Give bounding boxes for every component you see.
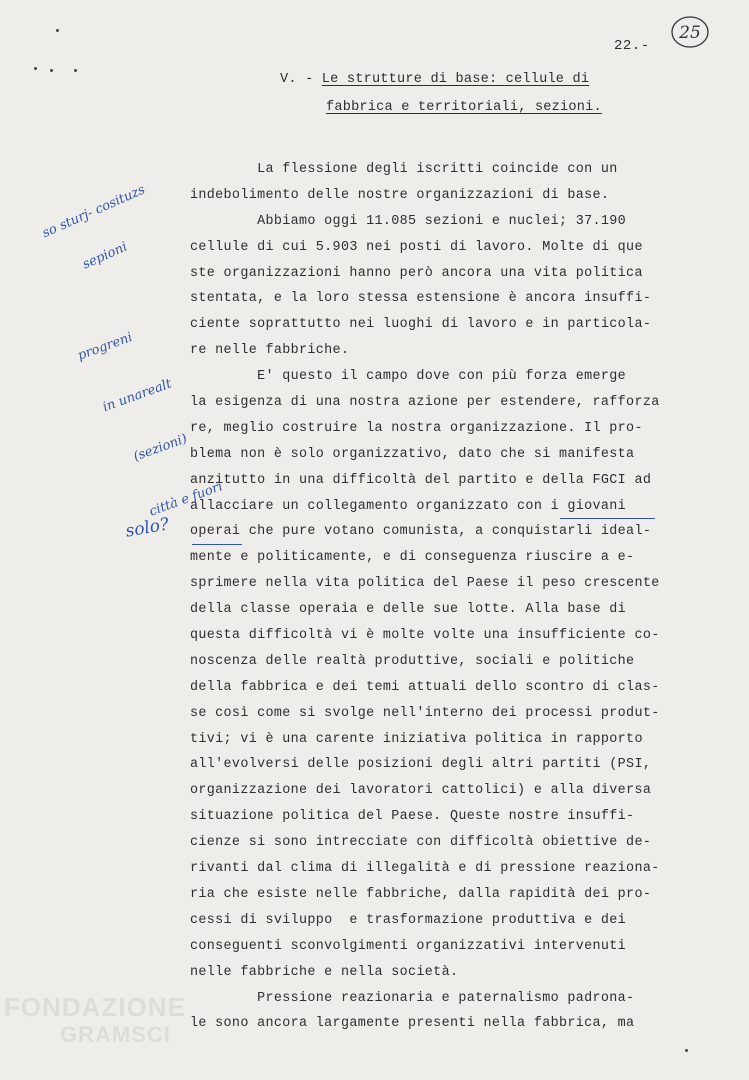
text-line: questa difficoltà vi è molte volte una insufficiente co-: [190, 628, 660, 644]
page-number: 22.-: [614, 38, 650, 54]
text-line: anzitutto in una difficoltà del partito e della FGCI ad: [190, 472, 652, 488]
handwritten-underline: [560, 518, 655, 519]
page-stamp-circle: [670, 14, 710, 50]
scan-speck: [685, 1049, 688, 1052]
text-line: rivanti dal clima di illegalità e di pressione reaziona-: [190, 861, 660, 877]
text-line: stentata, e la loro stessa estensione è ancora insuffi-: [190, 291, 652, 307]
text-line: cessi di sviluppo e trasformazione produttiva e dei: [190, 912, 627, 928]
text-line: situazione politica del Paese. Queste nostre insuffi-: [190, 809, 635, 825]
watermark-line-1: FONDAZIONE: [4, 992, 186, 1022]
text-line: nelle fabbriche e nella società.: [190, 964, 459, 980]
section-title-text: fabbrica e territoriali, sezioni.: [326, 100, 602, 115]
text-line: organizzazione dei lavoratori cattolici) e alla diversa: [190, 783, 652, 799]
margin-note-line: so sturj- cosituzs: [40, 182, 148, 242]
text-line: le sono ancora largamente presenti nella fabbrica, ma: [190, 1016, 635, 1032]
text-line: ste organizzazioni hanno però ancora una vita politica: [190, 265, 643, 281]
text-line: La flessione degli iscritti coincide con un: [190, 162, 618, 177]
text-line: noscenza delle realtà produttive, sociali e politiche: [190, 653, 635, 669]
text-line: conseguenti sconvolgimenti organizzativi intervenuti: [190, 938, 627, 954]
text-line: la esigenza di una nostra azione per estendere, rafforza: [190, 395, 660, 411]
margin-note-1: [28, 155, 178, 310]
section-title-line-1: [280, 72, 589, 87]
margin-note-3: solo?: [124, 514, 171, 542]
scan-speck: [34, 67, 37, 70]
margin-note-line: (sezioni): [131, 431, 190, 465]
text-line: mente e politicamente, e di conseguenza riuscire a e-: [190, 550, 635, 566]
margin-note-line: sepioni: [80, 239, 130, 273]
text-line: cienze si sono intrecciate con difficoltà obiettive de-: [190, 835, 652, 851]
text-line: sprimere nella vita politica del Paese il peso crescente: [190, 576, 660, 592]
margin-note-line: città e fuori: [147, 479, 225, 520]
stamp-number: 25: [679, 23, 701, 43]
text-line: ria che esiste nelle fabbriche, dalla rapidità dei pro-: [190, 886, 652, 902]
text-line: tivi; vi è una carente iniziativa politica in rapporto: [190, 731, 643, 747]
section-title-line-2: [326, 100, 602, 115]
text-line: allacciare un collegamento organizzato con i giovani: [190, 498, 627, 514]
text-line: re nelle fabbriche.: [190, 343, 350, 359]
scan-speck: [50, 69, 53, 72]
scan-speck: [56, 29, 59, 32]
text-line: blema non è solo organizzativo, dato che si manifesta: [190, 446, 635, 462]
text-line: della fabbrica e dei temi attuali dello scontro di clas-: [190, 679, 660, 695]
text-line: E' questo il campo dove con più forza emerge: [190, 369, 627, 385]
scan-speck: [74, 69, 77, 72]
text-line: indebolimento delle nostre organizzazioni di base.: [190, 187, 610, 203]
text-line: cellule di cui 5.903 nei posti di lavoro. Molte di que: [190, 239, 643, 255]
section-title-text: Le strutture di base: cellule di: [321, 72, 590, 87]
text-line: ciente soprattutto nei luoghi di lavoro e in particola-: [190, 317, 652, 333]
text-line: Pressione reazionaria e paternalismo padrona-: [190, 990, 635, 1006]
text-line: operai che pure votano comunista, a conquistarli ideal-: [190, 524, 652, 540]
text-line: re, meglio costruire la nostra organizzazione. Il pro-: [190, 420, 643, 436]
text-line: se così come si svolge nell'interno dei processi produt-: [190, 705, 660, 721]
watermark-line-2: GRAMSCI: [60, 1022, 171, 1047]
body-text: [190, 157, 670, 1037]
text-line: Abbiamo oggi 11.085 sezioni e nuclei; 37.190: [190, 213, 627, 229]
text-line: all'evolversi delle posizioni degli altri partiti (PSI,: [190, 757, 652, 773]
text-line: della classe operaia e delle sue lotte. Alla base di: [190, 602, 627, 618]
margin-note-line: progreni: [75, 330, 135, 364]
margin-note-line: in unarealt: [100, 376, 174, 416]
section-number: V. -: [280, 72, 322, 87]
